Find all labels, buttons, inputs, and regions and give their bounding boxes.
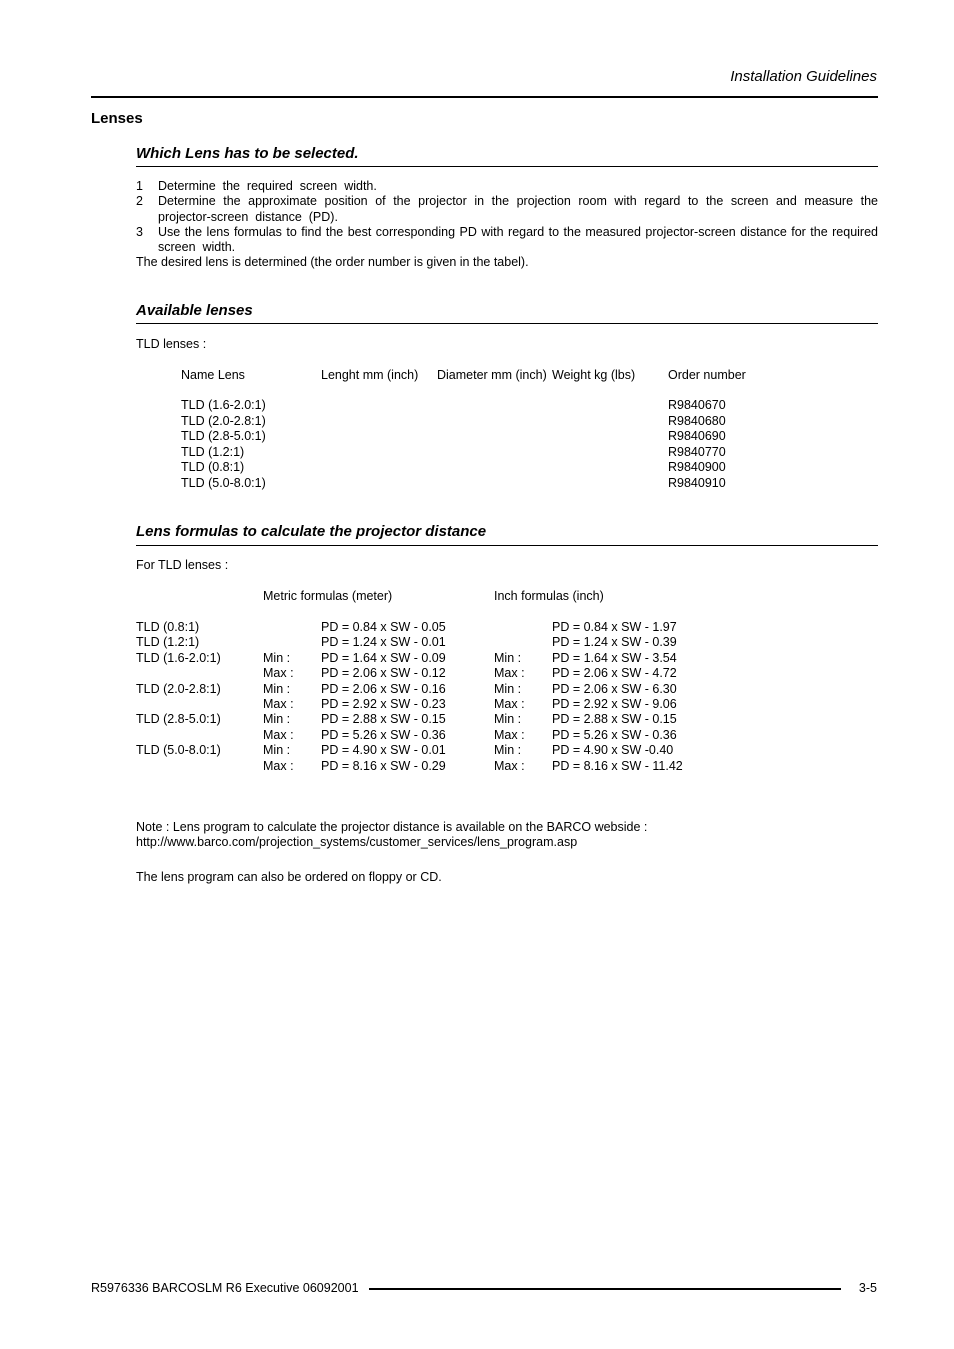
list-item [136, 179, 878, 194]
step-text: Determine the required screen width. [158, 179, 377, 193]
note-text: Note : Lens program to calculate the projector distance is available on the BARCO webside : [136, 820, 648, 834]
metric-range-label: Max : [263, 666, 294, 681]
column-header-diameter: Diameter mm (inch) [437, 368, 547, 382]
step-number: 1 [136, 179, 143, 193]
metric-range-label: Min : [263, 681, 291, 696]
metric-header: Metric formulas (meter) [263, 589, 393, 603]
inch-range-label: Max : [494, 727, 525, 742]
metric-range-label: Min : [263, 712, 291, 727]
step-number: 2 [136, 194, 143, 209]
lens-name: TLD (2.8-5.0:1) [181, 429, 266, 443]
lens-order-number: R9840770 [668, 444, 726, 459]
lens-name: TLD (5.0-8.0:1) [181, 475, 266, 490]
inch-formula: PD = 2.06 x SW - 4.72 [552, 666, 677, 681]
inch-formula: PD = 1.64 x SW - 3.54 [552, 650, 677, 665]
which-lens-rule [136, 166, 878, 167]
available-lenses-heading: Available lenses [136, 302, 253, 319]
which-lens-heading: Which Lens has to be selected. [136, 145, 359, 162]
formulas-heading: Lens formulas to calculate the projector distance [136, 523, 487, 540]
inch-range-label: Max : [494, 697, 525, 711]
formulas-rule [136, 545, 878, 546]
inch-range-label: Max : [494, 666, 525, 681]
formulas-intro: For TLD lenses : [136, 558, 229, 572]
lens-name: TLD (1.6-2.0:1) [181, 398, 266, 412]
metric-range-label: Min : [263, 743, 291, 758]
lens-program-url: http://www.barco.com/projection_systems/customer_services/lens_program.asp [136, 835, 578, 849]
metric-formula: PD = 1.24 x SW - 0.01 [321, 635, 446, 650]
metric-range-label: Min : [263, 650, 291, 665]
inch-range-label: Max : [494, 758, 525, 773]
metric-formula: PD = 0.84 x SW - 0.05 [321, 620, 446, 634]
step-text: Determine the approximate position of the projector in the projection room with regard to the screen and measure the projector-screen distance (PD). [158, 194, 885, 224]
inch-formula: PD = 2.06 x SW - 6.30 [552, 681, 677, 696]
metric-formula: PD = 2.06 x SW - 0.16 [321, 681, 446, 696]
lens-order-number: R9840900 [668, 460, 726, 474]
tld-lenses-intro: TLD lenses : [136, 337, 207, 351]
steps-list [136, 179, 885, 271]
metric-formula: PD = 2.06 x SW - 0.12 [321, 666, 446, 681]
header-rule [91, 96, 878, 98]
metric-formula: PD = 4.90 x SW - 0.01 [321, 743, 446, 758]
formula-lens-name: TLD (1.2:1) [136, 635, 200, 650]
column-header-order: Order number [668, 368, 746, 382]
metric-formula: PD = 5.26 x SW - 0.36 [321, 727, 446, 742]
inch-formula: PD = 8.16 x SW - 11.42 [552, 758, 683, 773]
column-header-name: Name Lens [181, 368, 245, 382]
metric-formula: PD = 8.16 x SW - 0.29 [321, 758, 446, 773]
metric-range-label: Max : [263, 697, 294, 711]
lens-name: TLD (2.0-2.8:1) [181, 413, 266, 428]
lens-order-number: R9840670 [668, 398, 726, 412]
formula-lens-name: TLD (1.6-2.0:1) [136, 650, 221, 665]
formula-lens-name: TLD (2.0-2.8:1) [136, 681, 221, 696]
inch-range-label: Min : [494, 743, 522, 758]
inch-formula: PD = 1.24 x SW - 0.39 [552, 635, 677, 650]
metric-range-label: Max : [263, 758, 294, 773]
floppy-cd-note: The lens program can also be ordered on floppy or CD. [136, 870, 442, 884]
column-header-weight: Weight kg (lbs) [552, 368, 636, 382]
step-number: 3 [136, 224, 143, 239]
metric-formula: PD = 2.88 x SW - 0.15 [321, 712, 446, 727]
inch-formula: PD = 0.84 x SW - 1.97 [552, 620, 677, 634]
available-lenses-rule [136, 323, 878, 324]
list-item [136, 224, 882, 256]
footer-rule [369, 1288, 841, 1290]
inch-formula: PD = 4.90 x SW -0.40 [552, 743, 674, 758]
inch-formula: PD = 5.26 x SW - 0.36 [552, 727, 677, 742]
section-title: Lenses [91, 110, 143, 127]
column-header-length: Lenght mm (inch) [321, 368, 419, 382]
inch-formula: PD = 2.92 x SW - 9.06 [552, 697, 677, 711]
list-item [136, 194, 885, 225]
formula-lens-name: TLD (2.8-5.0:1) [136, 712, 221, 727]
metric-range-label: Max : [263, 727, 294, 742]
metric-formula: PD = 1.64 x SW - 0.09 [321, 650, 446, 665]
lens-order-number: R9840690 [668, 429, 726, 443]
metric-formula: PD = 2.92 x SW - 0.23 [321, 697, 446, 711]
inch-range-label: Min : [494, 650, 522, 665]
lens-name: TLD (1.2:1) [181, 444, 245, 459]
inch-header: Inch formulas (inch) [494, 589, 604, 603]
running-header: Installation Guidelines [730, 68, 877, 85]
page-number: 3-5 [858, 1281, 877, 1295]
lens-order-number: R9840910 [668, 475, 726, 490]
inch-range-label: Min : [494, 681, 522, 696]
formula-lens-name: TLD (0.8:1) [136, 620, 200, 634]
conclusion-text: The desired lens is determined (the order number is given in the tabel). [136, 255, 529, 270]
lens-name: TLD (0.8:1) [181, 460, 245, 474]
footer-doc-id: R5976336 BARCOSLM R6 Executive 06092001 [91, 1281, 359, 1295]
inch-range-label: Min : [494, 712, 522, 727]
formula-lens-name: TLD (5.0-8.0:1) [136, 743, 221, 758]
inch-formula: PD = 2.88 x SW - 0.15 [552, 712, 677, 727]
lens-order-number: R9840680 [668, 413, 726, 428]
step-text: Use the lens formulas to find the best corresponding PD with regard to the measured projector-screen distance for the required screen width. [158, 224, 882, 255]
